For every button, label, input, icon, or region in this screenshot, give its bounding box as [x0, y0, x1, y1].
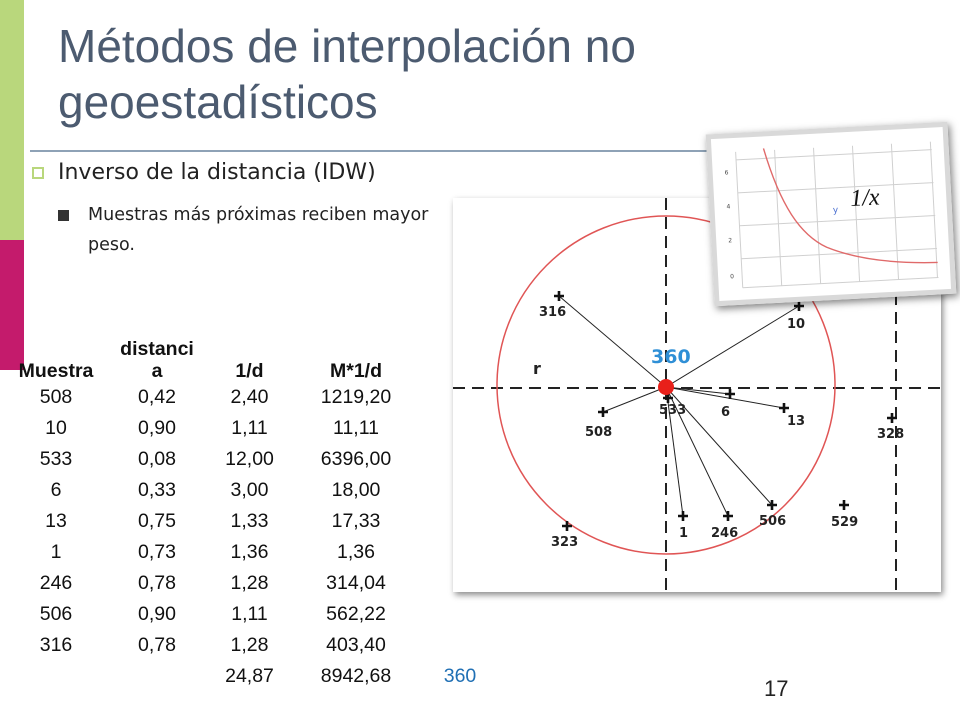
- curve-label: y: [832, 205, 839, 216]
- interpolated-total: 360: [443, 665, 477, 687]
- page-number: 17: [764, 676, 789, 701]
- table-row: [0, 475, 505, 506]
- plus-marker-icon: [598, 407, 608, 417]
- idw-table: [0, 338, 505, 692]
- plus-marker-icon: [794, 301, 804, 311]
- table-cell: 10: [45, 417, 67, 439]
- table-total-cell: [112, 661, 202, 692]
- table-cell: 18,00: [331, 479, 381, 501]
- sample-point: [678, 511, 688, 541]
- table-total-cell: [0, 661, 112, 692]
- table-row: [0, 630, 505, 661]
- table-cell: 6: [50, 479, 62, 501]
- sample-label: 533: [659, 403, 687, 418]
- bullet-square-icon: [58, 210, 69, 221]
- table-total-cell: 8942,68: [320, 665, 392, 687]
- table-total-row: [0, 661, 505, 692]
- table-cell: 0,90: [138, 417, 176, 439]
- sample-point: [539, 291, 566, 320]
- table-cell: 0,33: [138, 479, 176, 501]
- y-tick: 0: [729, 273, 735, 281]
- sample-point: [877, 413, 904, 442]
- sample-point: [759, 500, 786, 529]
- sample-label: 1: [679, 526, 689, 541]
- sample-label: 316: [539, 305, 567, 320]
- table-cell: 403,40: [326, 634, 386, 656]
- y-tick: 6: [724, 169, 729, 177]
- table-cell: 0,42: [138, 386, 176, 408]
- accent-bar-green: [0, 0, 24, 240]
- slide-title: Métodos de interpolación no geoestadísticos: [58, 20, 636, 128]
- title-divider: [30, 150, 730, 152]
- table-cell: 1219,20: [320, 386, 392, 408]
- table-cell: 0,78: [138, 634, 176, 656]
- sample-point: [659, 393, 686, 418]
- column-header: M*1/d: [329, 360, 382, 382]
- center-value-label: 360: [651, 346, 691, 368]
- table-cell: 316: [39, 634, 73, 656]
- plus-marker-icon: [723, 511, 733, 521]
- table-cell: 1,36: [230, 541, 269, 563]
- table-cell: 3,00: [230, 479, 269, 501]
- table-cell: 12,00: [225, 448, 274, 470]
- table-cell: 508: [39, 386, 73, 408]
- bullet-level-2: [58, 200, 458, 260]
- bullet-square-icon: [32, 167, 44, 179]
- sample-point: [787, 301, 805, 332]
- table-row: [0, 537, 505, 568]
- plus-marker-icon: [839, 500, 849, 510]
- sample-label: 10: [787, 317, 806, 332]
- sample-label: 506: [759, 514, 787, 529]
- table-row: [0, 444, 505, 475]
- interpolation-point: [658, 379, 674, 395]
- table-header-row: [0, 338, 505, 382]
- table-cell: 2,40: [230, 386, 269, 408]
- table-cell: 1: [50, 541, 62, 563]
- table-cell: 6396,00: [320, 448, 392, 470]
- table-cell: 1,11: [231, 603, 268, 625]
- table-row: [0, 413, 505, 444]
- table-cell: 533: [39, 448, 73, 470]
- radius-label: r: [533, 359, 541, 378]
- bullet-text: Inverso de la distancia (IDW): [58, 160, 376, 185]
- table-cell: 17,33: [331, 510, 381, 532]
- bullet-text: Muestras más próximas reciben mayor peso.: [88, 205, 429, 255]
- table-cell: 1,11: [231, 417, 268, 439]
- table-cell: 0,78: [138, 572, 176, 594]
- sample-label: 529: [831, 515, 859, 530]
- table-cell: 0,75: [138, 510, 176, 532]
- plus-marker-icon: [779, 403, 789, 413]
- table-cell-empty: [415, 630, 505, 661]
- table-cell: 13: [45, 510, 67, 532]
- distance-line: [603, 387, 666, 412]
- sample-point: [779, 403, 805, 429]
- table-cell: 0,90: [138, 603, 176, 625]
- sample-label: 246: [711, 526, 739, 541]
- sample-label: 13: [787, 414, 806, 429]
- table-row: [0, 382, 505, 413]
- table-cell: 1,36: [337, 541, 375, 563]
- table-cell: 1,28: [230, 634, 269, 656]
- table-cell: 314,04: [326, 572, 386, 594]
- plus-marker-icon: [562, 521, 572, 531]
- table-row: [0, 506, 505, 537]
- table-cell: 0,73: [138, 541, 176, 563]
- column-header: 1/d: [235, 360, 264, 382]
- table-cell: 0,08: [138, 448, 176, 470]
- sample-label: 328: [877, 427, 905, 442]
- table-cell: 562,22: [326, 603, 386, 625]
- sample-label: 323: [551, 535, 579, 550]
- table-cell: 11,11: [333, 417, 379, 439]
- plus-marker-icon: [678, 511, 688, 521]
- inset-plot: [711, 127, 951, 301]
- bullet-level-1: [32, 160, 376, 185]
- table-cell: 1,33: [230, 510, 269, 532]
- inverse-function-inset: [706, 122, 957, 306]
- table-cell: 246: [39, 572, 73, 594]
- table-total-cell: 24,87: [225, 665, 274, 687]
- table-row: [0, 599, 505, 630]
- sample-label: 508: [585, 425, 613, 440]
- table-cell: 1,28: [230, 572, 269, 594]
- sample-point: [711, 511, 738, 541]
- column-header: distanci a: [120, 338, 194, 382]
- distance-line: [559, 296, 666, 387]
- sample-point: [585, 407, 612, 440]
- table-cell: 506: [39, 603, 73, 625]
- table-row: [0, 568, 505, 599]
- sample-label: 6: [721, 405, 731, 420]
- y-tick: 4: [726, 203, 731, 211]
- inset-equation: 1/x: [849, 184, 881, 212]
- column-header: Muestra: [18, 360, 94, 382]
- y-tick: 2: [728, 237, 733, 245]
- sample-point: [831, 500, 858, 530]
- sample-point: [551, 521, 578, 550]
- table-cell-empty: [415, 599, 505, 630]
